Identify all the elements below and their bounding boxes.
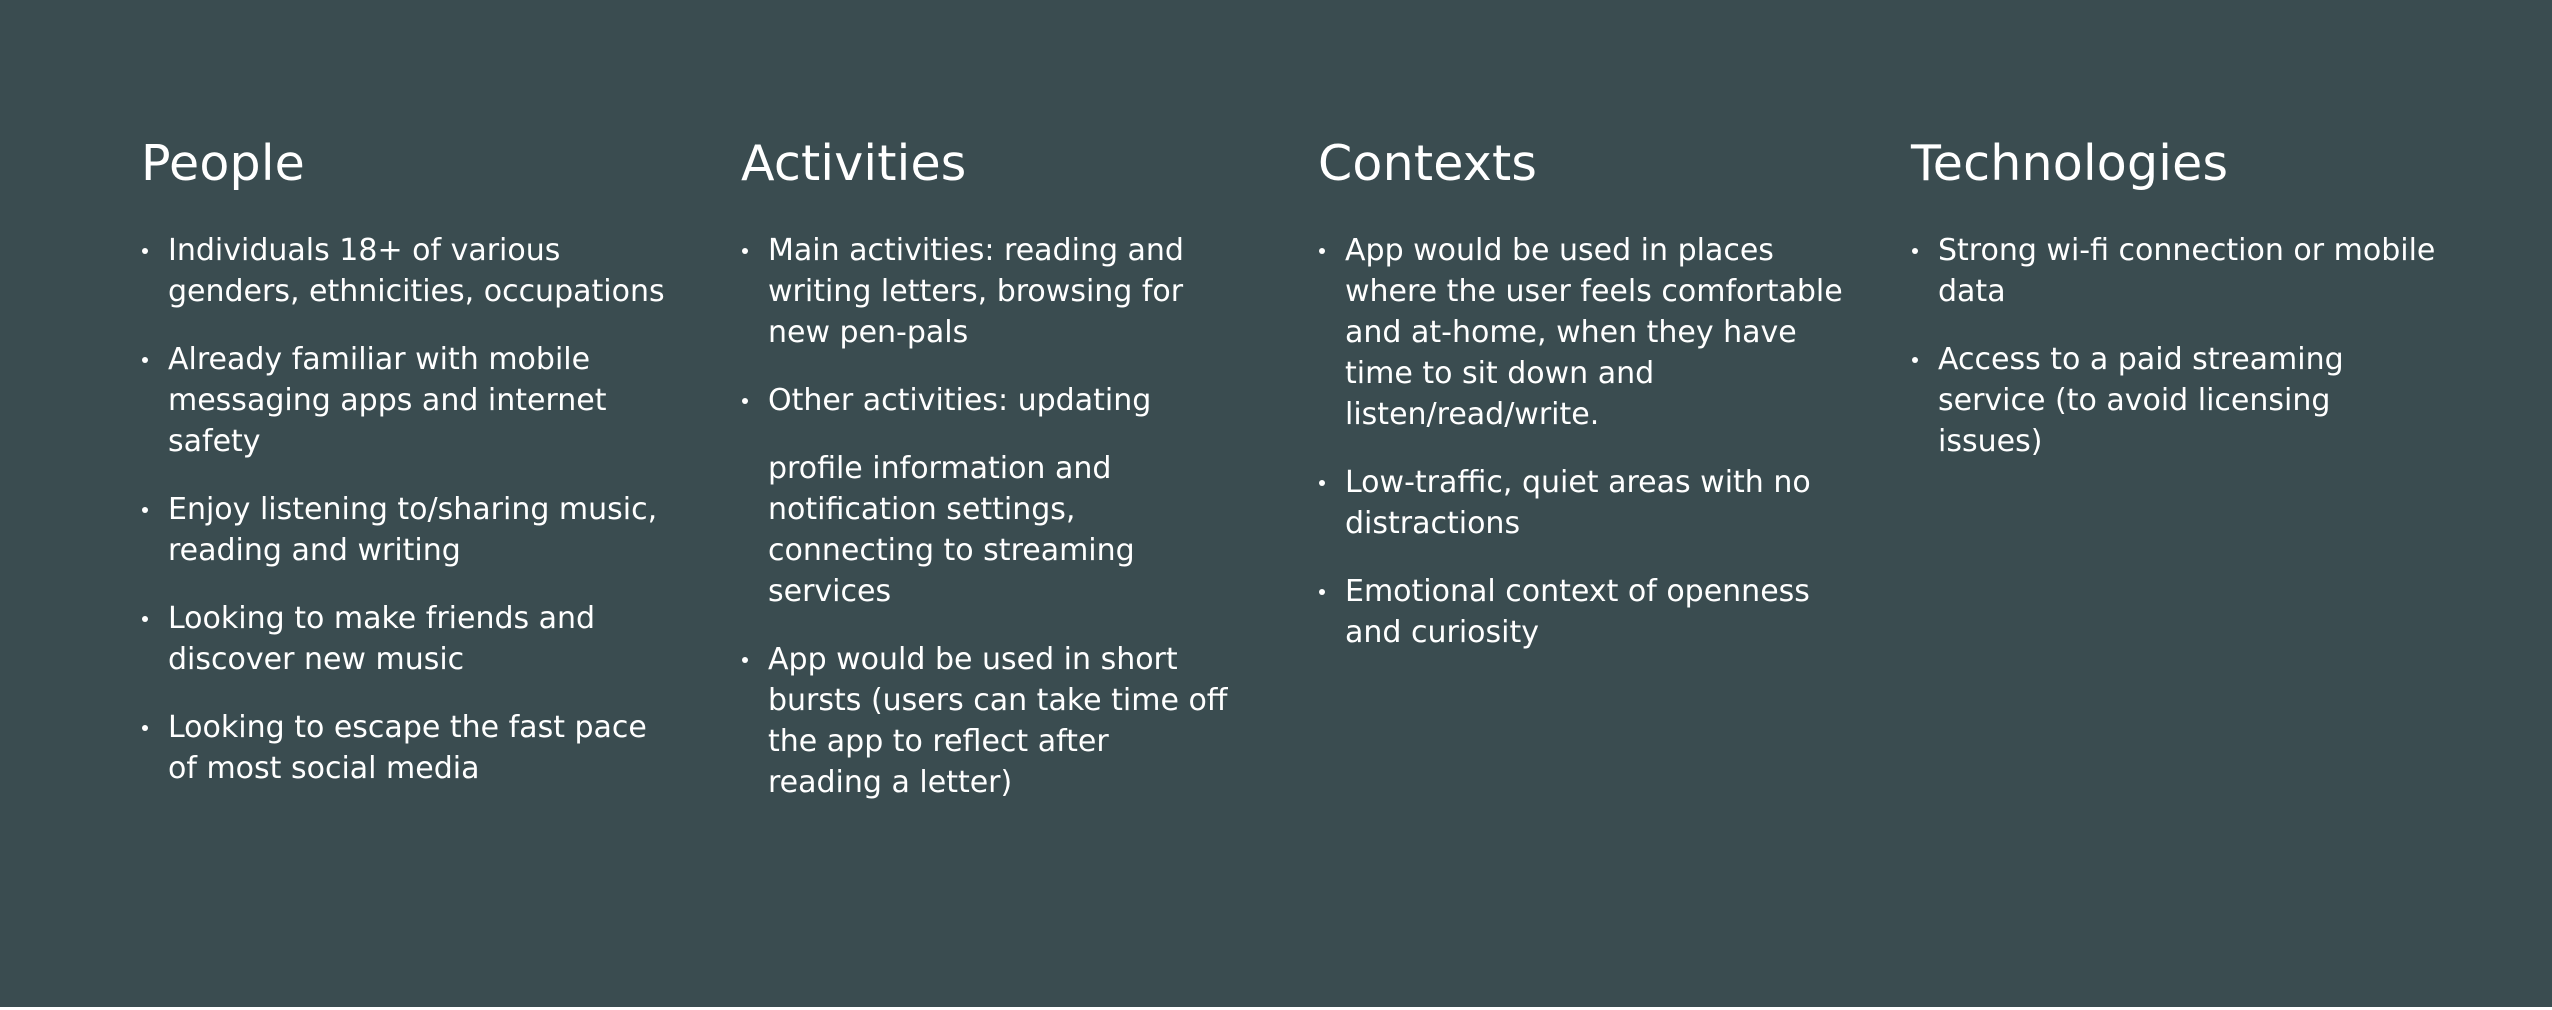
list-item (1911, 339, 2441, 462)
list-item-continuation: profile information and notification settings, connecting to streaming services (768, 451, 1135, 609)
contexts-column (1318, 136, 1848, 680)
activities-list (741, 230, 1231, 803)
bullet-icon (142, 507, 148, 513)
list-item (1318, 571, 1848, 653)
bullet-icon (142, 248, 148, 254)
people-heading: People (141, 135, 305, 192)
list-item (1318, 230, 1848, 435)
list-item-text: Low-traffic, quiet areas with no distractions (1345, 465, 1811, 541)
list-item-text: Access to a paid streaming service (to avoid licensing issues) (1938, 342, 2344, 459)
list-item (1911, 230, 2441, 312)
bullet-icon (1319, 248, 1325, 254)
bullet-icon (142, 357, 148, 363)
list-item-text: App would be used in places where the user feels comfortable and at-home, when they have time to sit down and listen/read/write. (1345, 233, 1843, 432)
list-item-text: Looking to make friends and discover new music (168, 601, 596, 677)
list-item (141, 339, 671, 462)
list-item-text: Emotional context of openness and curiosity (1345, 574, 1810, 650)
activities-column (741, 136, 1231, 830)
list-item-text: Already familiar with mobile messaging apps and internet safety (168, 342, 607, 459)
list-item (141, 230, 671, 312)
list-item (141, 598, 671, 680)
bullet-icon (1912, 248, 1918, 254)
list-item-text: Other activities: updating (768, 383, 1152, 418)
bullet-icon (1319, 480, 1325, 486)
bullet-icon (142, 616, 148, 622)
technologies-column (1911, 136, 2441, 489)
contexts-list (1318, 230, 1848, 653)
people-list (141, 230, 671, 789)
contexts-heading: Contexts (1318, 135, 1538, 192)
list-item-text: Individuals 18+ of various genders, ethnicities, occupations (168, 233, 665, 309)
bullet-icon (142, 725, 148, 731)
technologies-heading: Technologies (1911, 135, 2229, 192)
list-item-text: Enjoy listening to/sharing music, reading and writing (168, 492, 658, 568)
list-item-text: Strong wi-fi connection or mobile data (1938, 233, 2436, 309)
bullet-icon (1319, 589, 1325, 595)
bullet-icon (742, 248, 748, 254)
bullet-icon (1912, 357, 1918, 363)
bullet-icon (742, 398, 748, 404)
list-item-text: App would be used in short bursts (users can take time off the app to reflect after reading a letter) (768, 642, 1228, 800)
list-item (741, 639, 1231, 803)
list-item (141, 489, 671, 571)
list-item-text: Main activities: reading and writing letters, browsing for new pen-pals (768, 233, 1184, 350)
bullet-icon (742, 657, 748, 663)
list-item (141, 707, 671, 789)
people-column (141, 136, 671, 816)
activities-heading: Activities (741, 135, 967, 192)
list-item (741, 230, 1231, 353)
technologies-list (1911, 230, 2441, 462)
list-item (741, 380, 1231, 421)
list-item (1318, 462, 1848, 544)
list-item-text: Looking to escape the fast pace of most social media (168, 710, 647, 786)
